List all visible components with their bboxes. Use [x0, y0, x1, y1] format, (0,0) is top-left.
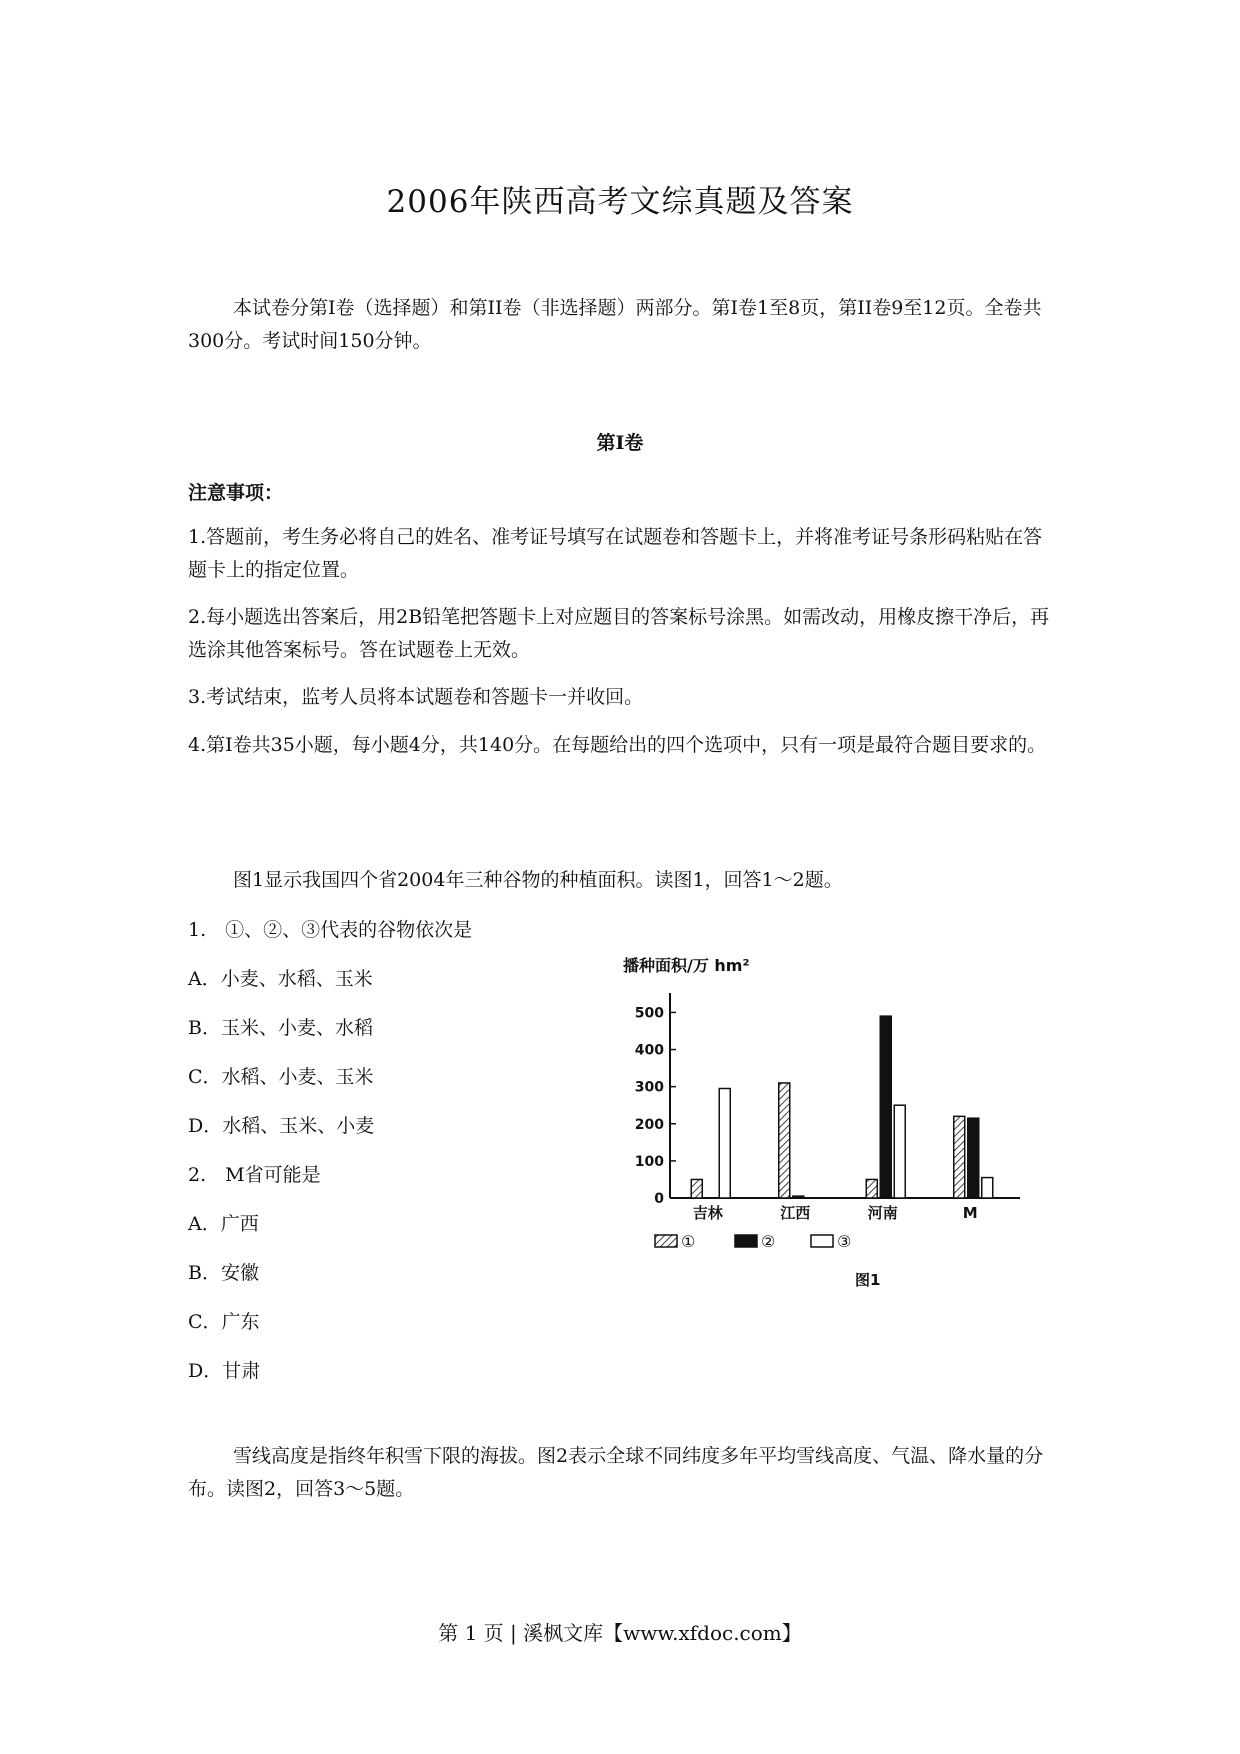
figure-1-bar-chart [615, 945, 1035, 1300]
question-option: D．水稻、玉米、小麦 [188, 1115, 375, 1137]
x-tick-label: 河南 [867, 1204, 898, 1222]
notice-item: 3.考试结束，监考人员将本试题卷和答题卡一并收回。 [188, 686, 644, 708]
bar [982, 1178, 993, 1198]
intro-paragraph: 本试卷分第I卷（选择题）和第II卷（非选择题）两部分。第I卷1至8页，第II卷9至12页。全卷共300分。考试时间150分钟。 [188, 297, 1042, 352]
y-tick-label: 500 [634, 1005, 664, 1022]
y-tick-label: 0 [654, 1191, 664, 1207]
notice-item: 1.答题前，考生务必将自己的姓名、准考证号填写在试题卷和答题卡上，并将准考证号条形码粘贴在答题卡上的指定位置。 [188, 526, 1043, 581]
question-option: A．小麦、水稻、玉米 [188, 968, 373, 990]
y-tick-label: 100 [634, 1153, 664, 1170]
legend-label: ① [681, 1232, 696, 1251]
notice-heading: 注意事项： [188, 482, 284, 504]
legend-swatch [655, 1235, 677, 1247]
bar [779, 1083, 790, 1198]
notice-item: 4.第I卷共35小题，每小题4分，共140分。在每题给出的四个选项中，只有一项是最符合题目要求的。 [188, 734, 1047, 756]
legend-label: ③ [837, 1232, 852, 1251]
chart-ylabel: 播种面积/万 hm² [623, 956, 750, 975]
y-tick-label: 300 [634, 1079, 664, 1096]
y-tick-label: 200 [634, 1116, 664, 1133]
question-option: A．广西 [188, 1213, 259, 1235]
question-option: D．甘肃 [188, 1360, 261, 1382]
x-tick-label: M [962, 1204, 978, 1222]
bar [954, 1116, 965, 1198]
document-title: 2006年陕西高考文综真题及答案 [386, 184, 854, 220]
chart-legend [655, 1232, 851, 1251]
legend-swatch [735, 1235, 757, 1247]
bar [866, 1179, 877, 1198]
question-option: B．安徽 [188, 1262, 259, 1284]
bar [691, 1179, 702, 1198]
snowline-paragraph: 雪线高度是指终年积雪下限的海拔。图2表示全球不同纬度多年平均雪线高度、气温、降水量的分布。读图2，回答3～5题。 [188, 1445, 1044, 1500]
question-option: C．广东 [188, 1311, 260, 1333]
legend-swatch [811, 1235, 833, 1247]
y-tick-label: 400 [634, 1042, 664, 1059]
chart-bars [691, 1016, 993, 1198]
question-stem: 1. ①、②、③代表的谷物依次是 [188, 919, 473, 941]
question-stem: 2. M省可能是 [188, 1164, 321, 1186]
bar [968, 1118, 979, 1198]
bar [719, 1089, 730, 1198]
bar [793, 1196, 804, 1198]
notice-item: 2.每小题选出答案后，用2B铅笔把答题卡上对应题目的答案标号涂黑。如需改动，用橡皮擦干净后，再选涂其他答案标号。答在试题卷上无效。 [188, 606, 1050, 661]
chart-caption: 图1 [855, 1271, 881, 1289]
x-tick-label: 江西 [780, 1204, 811, 1222]
bar [894, 1105, 905, 1198]
bar [880, 1016, 891, 1198]
question-option: C．水稻、小麦、玉米 [188, 1066, 374, 1088]
section-title: 第I卷 [596, 432, 644, 454]
question-option: B．玉米、小麦、水稻 [188, 1017, 373, 1039]
legend-label: ② [761, 1232, 776, 1251]
x-tick-label: 吉林 [692, 1204, 723, 1222]
page-footer: 第 1 页 | 溪枫文库【www.xfdoc.com】 [438, 1621, 802, 1645]
question-lead: 图1显示我国四个省2004年三种谷物的种植面积。读图1，回答1～2题。 [233, 869, 843, 891]
